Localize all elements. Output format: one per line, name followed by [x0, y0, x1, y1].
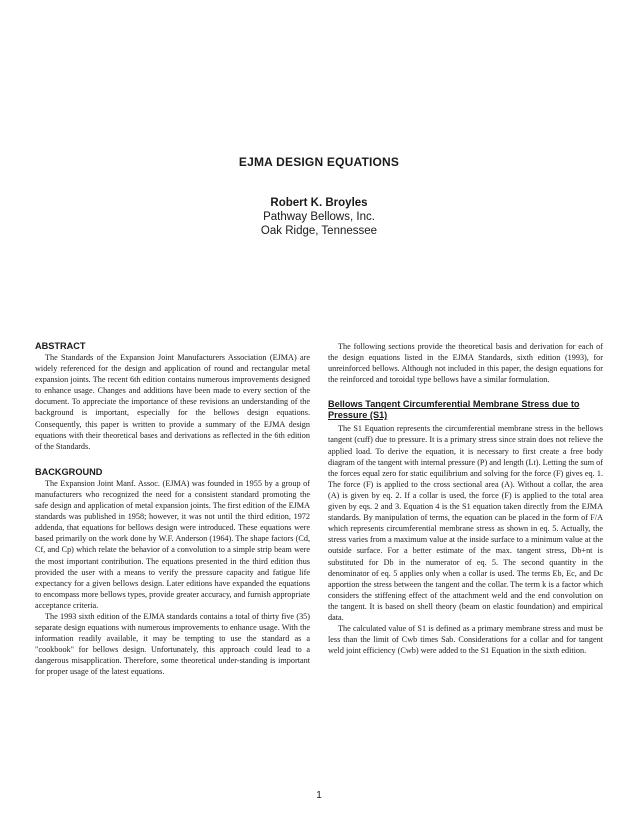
author-block — [0, 196, 638, 238]
section-heading-s1: Bellows Tangent Circumferential Membrane Stress due to Pressure (S1) — [328, 399, 580, 421]
abstract-text: The Standards of the Expansion Joint Manufacturers Association (EJMA) are widely referenced for the design and application of round and rectangular metal expansion joints. The recent 6th edition contains numerous improvements designed to enhance usage. Changes and additions have been made to every section of the document. To appreciate the importance of these revisions an understanding of the background is important, especially for the bellows design equations. Consequently, this paper is written to provide a summary of the EJMA design equations with their theoretical bases and derivations as reflected in the 6th edition of the Standards. — [35, 353, 310, 451]
s1-paragraph-1: The S1 Equation represents the circumferential membrane stress in the bellows tangent (cuff) due to pressure. It is a primary stress since strain does not relieve the applied load. To derive the equation, it is necessary to first create a free body diagram of the tangent with internal pressure (P) and length (Lt). Letting the sum of the forces equal zero for static equilibrium and solving for the force (F) gives eq. 1. The force (F) is applied to the cross sectional area (A). Without a collar, the area (A) is given by eq. 2. If a collar is used, the force (F) is applied to the total area given by eqs. 2 and 3. Equation 4 is the S1 equation taken directly from the EJMA standards. By manipulation of terms, the equation can be placed in the form of F/A which represents circumferential membrane stress as shown in eq. 5. Actually, the stress varies from a maximum value at the inside surface to a minimum value at the outside surface. For a better estimate of the max. tangent stress, Db+nt is substituted for Db in the numerator of eq. 5. The second quantity in the denominator of eq. 5 applies only when a collar is used. The terms Eb, Ec, and Dc apportion the stress between the tangent and the collar. The term k is a factor which considers the stiffening effect of the attachment weld and the end convolution on the tangent. It is based on shell theory (beam on elastic foundation) and empirical data. — [328, 424, 603, 622]
author-location: Oak Ridge, Tennessee — [260, 225, 378, 237]
background-paragraph-1: The Expansion Joint Manf. Assoc. (EJMA) was founded in 1955 by a group of manufacturers who recognized the need for a consistent standard promoting the safe design and application of metal expansion joints. The first edition of the EJMA standards was published in 1958; however, it was not until the third edition, 1972 addenda, that equations for bellows design were introduced. These equations were based primarily on the work done by W.F. Anderson (1964). The shape factors (Cd, Cf, and Cp) which relate the behavior of a convolution to a simple strip beam were the most important contribution. The equations presented in the third edition thus provided the user with a means to verify the pressure capacity and fatigue life expectancy for a given bellows design. Later editions have expanded the equations to encompass more bellows types, provide greater accuracy, and furnish appropriate acceptance criteria. — [35, 478, 311, 610]
background-heading: BACKGROUND — [35, 466, 103, 477]
author-name: Robert K. Broyles — [270, 197, 368, 209]
abstract-heading: ABSTRACT — [35, 341, 86, 351]
page-number: 1 — [316, 790, 322, 801]
paper-title: EJMA DESIGN EQUATIONS — [238, 155, 400, 169]
intro-paragraph: The following sections provide the theoretical basis and derivation for each of the design equations listed in the EJMA Standards, sixth edition (1993), for unreinforced bellows. Although not included in this paper, the design equations for the reinforced and toroidal type bellows have a similar formulation. — [328, 342, 603, 385]
right-column — [328, 341, 603, 656]
s1-paragraph-2: The calculated value of S1 is defined as a primary membrane stress and must be less than the limit of Cwb times Sab. Considerations for a collar and for tangent weld joint efficiency (Cwb) were added to the S1 Equation in the sixth edition. — [328, 624, 603, 656]
author-affiliation: Pathway Bellows, Inc. — [263, 211, 375, 223]
left-column — [35, 341, 310, 678]
background-paragraph-2: The 1993 sixth edition of the EJMA standards contains a total of thirty five (35) separate design equations with numerous improvements to enhance usage. With the information readily available, it may be tempting to use the standard as a "cookbook" for bellows design. Unfortunately, this approach could lead to a dangerous misapplication. Therefore, some theoretical under-standing is important for proper usage of the latest equations. — [35, 611, 310, 677]
